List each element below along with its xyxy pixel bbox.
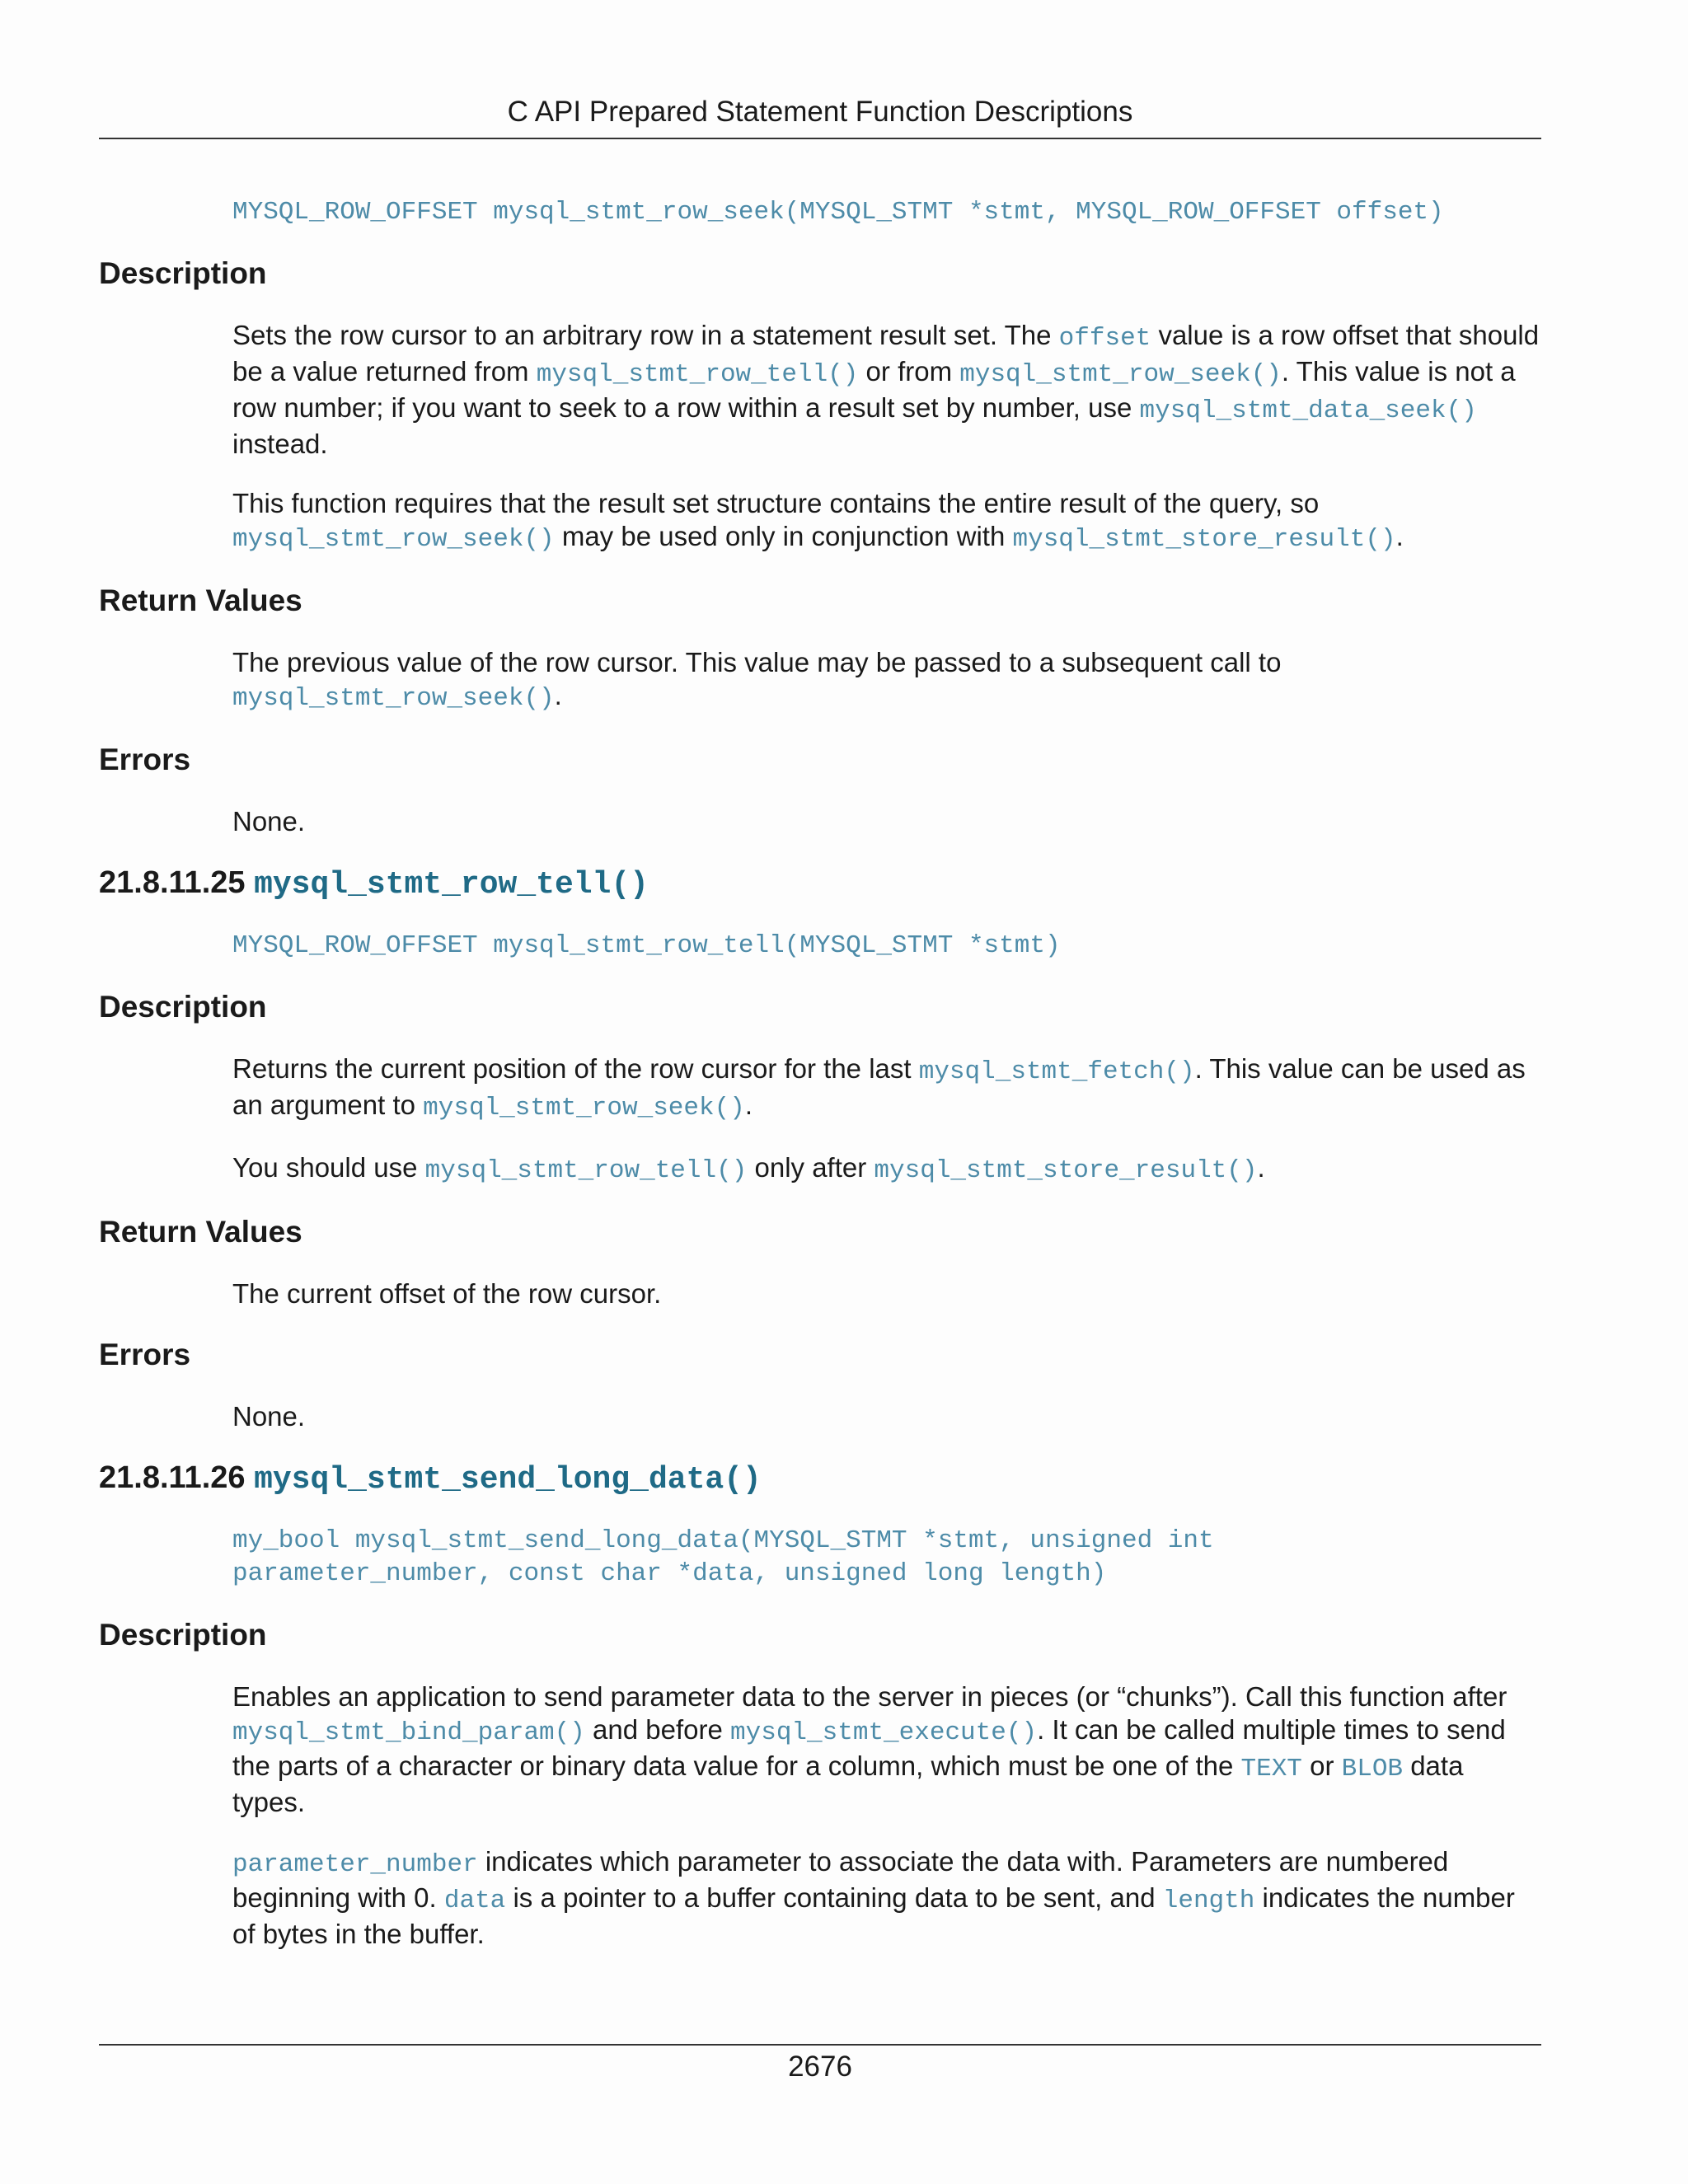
row-tell-errors-heading: Errors	[99, 1338, 191, 1371]
text-run: value is a row offset that should be a value returned from	[232, 320, 1540, 387]
row-tell-desc-p1	[232, 1052, 1541, 1125]
row-seek-desc-p1	[232, 319, 1541, 461]
text-run: Enables an application to send parameter data to the server in pieces (or “chunks”). Call this function after	[232, 1681, 1507, 1712]
section-function-name: mysql_stmt_row_tell()	[254, 867, 649, 902]
text-run: is a pointer to a buffer containing data to be sent, and	[505, 1882, 1163, 1913]
row-seek-signature	[232, 196, 1541, 229]
code-link-store-result[interactable]: mysql_stmt_store_result()	[1012, 525, 1396, 554]
row-tell-signature-text: MYSQL_ROW_OFFSET mysql_stmt_row_tell(MYSQL_STMT *stmt)	[232, 931, 1061, 960]
code-link-store-result[interactable]: mysql_stmt_store_result()	[874, 1156, 1258, 1185]
row-seek-description-heading: Description	[99, 256, 267, 290]
text-run: instead.	[232, 429, 328, 459]
section-heading-send-long-data	[99, 1460, 1541, 1498]
send-long-data-desc-p2	[232, 1845, 1541, 1951]
code-link-row-seek[interactable]: mysql_stmt_row_seek()	[232, 684, 555, 713]
row-tell-return-text: The current offset of the row cursor.	[232, 1278, 662, 1309]
text-run: or	[1301, 1750, 1342, 1781]
row-seek-signature-text: MYSQL_ROW_OFFSET mysql_stmt_row_seek(MYSQL_STMT *stmt, MYSQL_ROW_OFFSET offset)	[232, 198, 1444, 227]
row-seek-return-text	[232, 646, 1541, 715]
send-long-data-description-heading: Description	[99, 1618, 267, 1652]
code-link-row-seek[interactable]: mysql_stmt_row_seek()	[959, 360, 1282, 389]
text-run: indicates which parameter to associate the data with. Parameters are numbered beginning with 0.	[232, 1846, 1449, 1913]
page-number: 2676	[788, 2050, 852, 2083]
text-run: You should use	[232, 1152, 425, 1183]
code-link-execute[interactable]: mysql_stmt_execute()	[730, 1718, 1038, 1747]
text-run: and before	[584, 1714, 731, 1745]
code-offset: offset	[1058, 324, 1151, 353]
text-run: The previous value of the row cursor. This value may be passed to a subsequent call to	[232, 647, 1282, 677]
code-link-data-seek[interactable]: mysql_stmt_data_seek()	[1139, 396, 1477, 425]
text-run: data types.	[232, 1750, 1464, 1817]
text-run: only after	[747, 1152, 874, 1183]
code-length: length	[1162, 1886, 1255, 1915]
text-run: Sets the row cursor to an arbitrary row in a statement result set. The	[232, 320, 1059, 350]
row-tell-return-heading: Return Values	[99, 1215, 302, 1249]
row-tell-errors-text: None.	[232, 1401, 306, 1432]
row-seek-return-heading: Return Values	[99, 583, 302, 617]
text-run: .	[744, 1090, 753, 1120]
text-run: . This value can be used as an argument to	[232, 1053, 1526, 1120]
code-link-fetch[interactable]: mysql_stmt_fetch()	[918, 1057, 1195, 1086]
send-long-data-signature-line2: parameter_number, const char *data, unsigned long length)	[232, 1559, 1107, 1588]
code-link-bind-param[interactable]: mysql_stmt_bind_param()	[232, 1718, 585, 1747]
send-long-data-desc-p1	[232, 1680, 1541, 1819]
code-link-row-tell[interactable]: mysql_stmt_row_tell()	[424, 1156, 748, 1185]
row-tell-desc-p2	[232, 1151, 1541, 1188]
row-seek-desc-p2	[232, 487, 1541, 556]
text-run: indicates the number of bytes in the buffer.	[232, 1882, 1515, 1949]
text-run: .	[554, 680, 562, 710]
code-data: data	[443, 1886, 506, 1915]
text-run: . This value is not a row number; if you want to seek to a row within a result set by number, use	[232, 356, 1516, 423]
send-long-data-signature-line1: my_bool mysql_stmt_send_long_data(MYSQL_STMT *stmt, unsigned int	[232, 1526, 1214, 1555]
row-seek-errors-heading: Errors	[99, 743, 191, 776]
send-long-data-signature	[232, 1525, 1541, 1591]
text-run: . It can be called multiple times to send the parts of a character or binary data value for a column, which must be one of the	[232, 1714, 1506, 1781]
code-link-blob-type[interactable]: BLOB	[1341, 1755, 1404, 1783]
section-heading-row-tell	[99, 865, 1541, 903]
row-tell-signature	[232, 930, 1541, 963]
text-run: This function requires that the result set structure contains the entire result of the query, so	[232, 488, 1320, 518]
row-tell-description-heading: Description	[99, 990, 267, 1024]
code-link-row-seek[interactable]: mysql_stmt_row_seek()	[423, 1094, 745, 1122]
text-run: may be used only in conjunction with	[554, 521, 1013, 551]
text-run: or from	[858, 356, 960, 387]
code-link-text-type[interactable]: TEXT	[1240, 1755, 1302, 1783]
section-function-name: mysql_stmt_send_long_data()	[254, 1462, 762, 1497]
section-number: 21.8.11.26	[99, 1460, 246, 1495]
code-link-row-seek[interactable]: mysql_stmt_row_seek()	[232, 525, 555, 554]
text-run: .	[1395, 521, 1404, 551]
row-seek-errors-text: None.	[232, 806, 306, 837]
text-run: .	[1257, 1152, 1265, 1183]
code-link-row-tell[interactable]: mysql_stmt_row_tell()	[536, 360, 859, 389]
text-run: Returns the current position of the row cursor for the last	[232, 1053, 919, 1084]
code-parameter-number: parameter_number	[232, 1850, 478, 1879]
section-number: 21.8.11.25	[99, 865, 246, 900]
page-header-title: C API Prepared Statement Function Descriptions	[507, 96, 1133, 128]
footer-rule	[99, 2044, 1541, 2046]
document-content	[99, 196, 1541, 1977]
header-rule	[99, 138, 1541, 139]
